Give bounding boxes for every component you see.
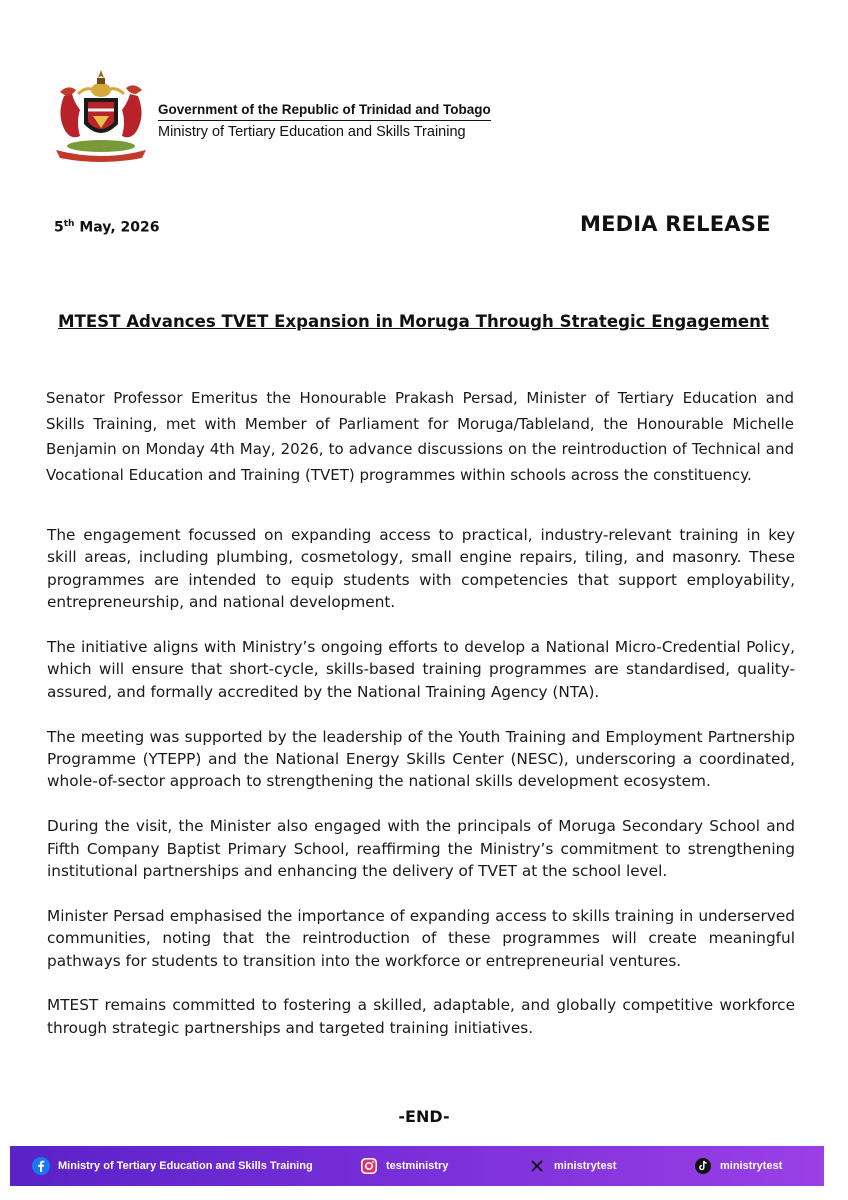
body-paragraph: Minister Persad emphasised the importance of expanding access to skills training in underserved communities, noting that the reintroduction of these programmes will create meaningful pathways for students to transition into the workforce or entrepreneurial ventures. [47,906,795,970]
facebook-icon [32,1157,50,1175]
coat-of-arms-logo [50,66,152,164]
body-paragraph: The initiative aligns with Ministry’s ongoing efforts to develop a National Micro-Credential Policy, which will ensure that short-cycle, skills-based training programmes are standardised, quality-assured, and formally accredited by the National Training Agency (NTA). [47,638,795,701]
ministry-name: Ministry of Tertiary Education and Skills Training [158,124,466,140]
x-link[interactable] [528,1146,616,1186]
media-release-label: MEDIA RELEASE [580,212,771,236]
lead-paragraph: Senator Professor Emeritus the Honourable Prakash Persad, Minister of Tertiary Education and Skills Training, met with Member of Parliament for Moruga/Tableland, the Honourable Michelle Benjamin on Monday 4th May, 2026, to advance discussions on the reintroduction of Technical and Vocational Education and Training (TVET) programmes within schools across the constituency. [46,389,794,484]
release-date: 5th May, 2026 [54,219,160,236]
social-footer [10,1146,824,1186]
x-label: ministrytest [554,1160,617,1172]
end-marker: -END- [398,1107,450,1126]
instagram-label: testministry [386,1160,449,1172]
tiktok-label: ministrytest [720,1160,783,1172]
facebook-label: Ministry of Tertiary Education and Skills Training [58,1160,313,1172]
government-name: Government of the Republic of Trinidad and Tobago [158,102,491,121]
body-paragraph: The engagement focussed on expanding access to practical, industry-relevant training in key skill areas, including plumbing, cosmetology, small engine repairs, tiling, and masonry. These programmes are intended to equip students with competencies that support employability, entrepreneurship, and national development. [47,526,795,612]
x-icon [528,1157,546,1175]
body-paragraphs [47,524,795,1062]
tiktok-link[interactable] [694,1146,782,1186]
body-paragraph: During the visit, the Minister also engaged with the principals of Moruga Secondary School and Fifth Company Baptist Primary School, reaffirming the Ministry’s commitment to strengthening institutional partnerships and enhancing the delivery of TVET at the school level. [47,817,795,881]
tiktok-icon [694,1157,712,1175]
facebook-link[interactable] [32,1146,313,1186]
body-paragraph: MTEST remains committed to fostering a skilled, adaptable, and globally competitive workforce through strategic partnerships and targeted training initiatives. [47,996,795,1037]
instagram-icon [360,1157,378,1175]
letterhead [158,102,491,140]
instagram-link[interactable] [360,1146,448,1186]
body-paragraph: The meeting was supported by the leadership of the Youth Training and Employment Partnership Programme (YTEPP) and the National Energy Skills Center (NESC), underscoring a coordinated, whole-of-sector approach to strengthening the national skills development ecosystem. [47,727,795,791]
release-headline: MTEST Advances TVET Expansion in Moruga Through Strategic Engagement [58,312,769,331]
